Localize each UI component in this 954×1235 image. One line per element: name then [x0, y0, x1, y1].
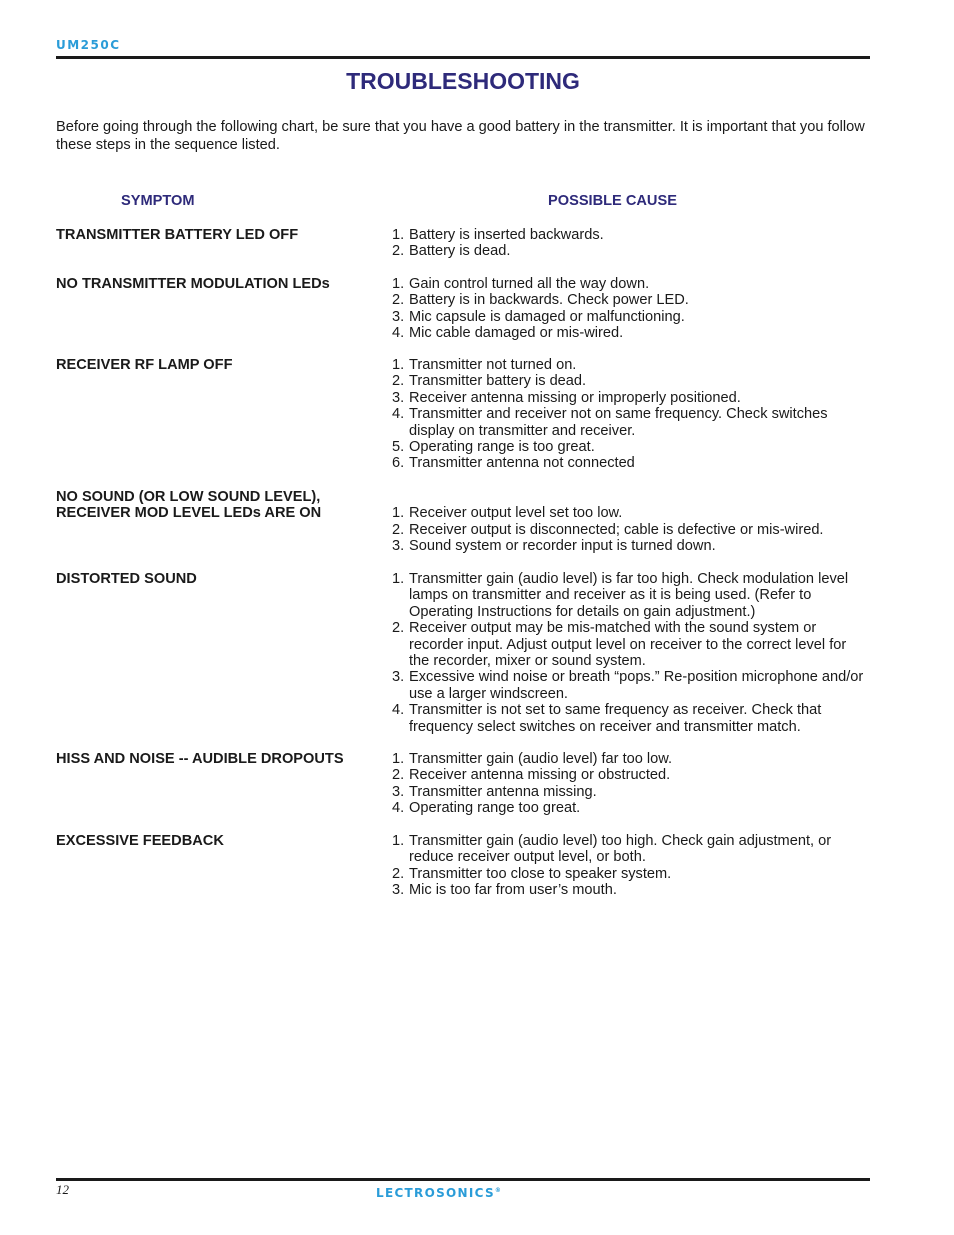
cause-number: 2. — [392, 620, 405, 637]
cause-list — [392, 505, 870, 554]
cause-text: Receiver output level set too low. — [409, 505, 623, 522]
cause-item — [392, 866, 870, 882]
cause-number: 2. — [392, 243, 405, 260]
cause-number: 1. — [392, 227, 405, 243]
cause-item — [392, 455, 870, 471]
cause-item — [392, 439, 870, 455]
cause-text: Transmitter gain (audio level) far too low. — [409, 751, 673, 767]
symptom-label: RECEIVER RF LAMP OFF — [56, 357, 233, 373]
cause-item — [392, 702, 870, 735]
cause-text: Operating range is too great. — [409, 439, 595, 456]
cause-item — [392, 357, 870, 373]
cause-item — [392, 669, 870, 702]
cause-list — [392, 276, 870, 342]
cause-text: Mic is too far from user’s mouth. — [409, 882, 617, 899]
cause-item — [392, 390, 870, 406]
page-number: 12 — [56, 1182, 69, 1197]
symptom-label: NO SOUND (OR LOW SOUND LEVEL), RECEIVER MOD LEVEL LEDs ARE ON — [56, 489, 322, 522]
cause-number: 4. — [392, 406, 405, 423]
cause-item — [392, 767, 870, 783]
cause-list — [392, 571, 870, 735]
cause-item — [392, 784, 870, 800]
cause-number: 2. — [392, 521, 405, 538]
cause-number: 3. — [392, 783, 405, 800]
cause-text: Operating range too great. — [409, 800, 581, 817]
cause-number: 1. — [392, 833, 405, 849]
cause-item — [392, 505, 870, 521]
cause-number: 3. — [392, 538, 405, 555]
cause-text: Mic cable damaged or mis-wired. — [409, 325, 624, 342]
cause-number: 3. — [392, 882, 405, 899]
cause-text: Transmitter too close to speaker system. — [409, 865, 672, 882]
cause-text: Transmitter gain (audio level) too high. Check gain adjustment, or reduce receiver output level, or both. — [409, 833, 832, 866]
cause-number: 1. — [392, 751, 405, 767]
cause-column-header: POSSIBLE CAUSE — [548, 193, 677, 209]
cause-text: Battery is in backwards. Check power LED. — [409, 292, 689, 309]
cause-item — [392, 620, 870, 669]
cause-item — [392, 276, 870, 292]
cause-number: 4. — [392, 325, 405, 342]
cause-text: Transmitter gain (audio level) is far too high. Check modulation level lamps on transmitter and receiver as it is being used. (Refer to Operating Instructions for details on gain adjustment.) — [409, 571, 849, 620]
cause-text: Receiver antenna missing or improperly positioned. — [409, 389, 741, 406]
footer-rule — [56, 1178, 870, 1181]
cause-list — [392, 227, 870, 260]
cause-item — [392, 571, 870, 620]
intro-paragraph: Before going through the following chart, be sure that you have a good battery in the transmitter. It is important that you follow these steps in the sequence listed. — [56, 119, 865, 153]
cause-text: Battery is inserted backwards. — [409, 227, 604, 243]
cause-number: 2. — [392, 767, 405, 784]
cause-number: 2. — [392, 373, 405, 390]
cause-text: Sound system or recorder input is turned down. — [409, 538, 716, 555]
cause-item — [392, 882, 870, 898]
cause-item — [392, 833, 870, 866]
cause-number: 3. — [392, 308, 405, 325]
cause-number: 2. — [392, 292, 405, 309]
cause-text: Receiver output is disconnected; cable is defective or mis-wired. — [409, 521, 824, 538]
cause-item — [392, 751, 870, 767]
symptom-label: DISTORTED SOUND — [56, 571, 197, 587]
cause-number: 1. — [392, 357, 405, 373]
cause-number: 6. — [392, 455, 405, 472]
symptom-label: HISS AND NOISE -- AUDIBLE DROPOUTS — [56, 751, 344, 767]
symptom-column-header: SYMPTOM — [121, 193, 195, 209]
cause-list — [392, 751, 870, 817]
cause-item — [392, 292, 870, 308]
cause-item — [392, 325, 870, 341]
cause-number: 3. — [392, 669, 405, 686]
page-title: TROUBLESHOOTING — [346, 68, 580, 94]
cause-item — [392, 538, 870, 554]
symptom-label: TRANSMITTER BATTERY LED OFF — [56, 227, 299, 243]
cause-item — [392, 309, 870, 325]
cause-number: 1. — [392, 276, 405, 292]
model-name: UM250C — [56, 38, 121, 52]
cause-list — [392, 357, 870, 472]
cause-item — [392, 373, 870, 389]
cause-text: Receiver output may be mis-matched with the sound system or recorder input. Adjust output level on receiver to the correct level for the recorder, mixer or sound system. — [409, 620, 847, 670]
cause-text: Transmitter and receiver not on same frequency. Check switches display on transmitter and receiver. — [409, 406, 828, 439]
cause-item — [392, 800, 870, 816]
cause-item — [392, 406, 870, 439]
cause-text: Battery is dead. — [409, 243, 511, 260]
cause-text: Transmitter not turned on. — [409, 357, 577, 373]
cause-text: Gain control turned all the way down. — [409, 276, 650, 292]
cause-text: Mic capsule is damaged or malfunctioning. — [409, 308, 685, 325]
symptom-label: EXCESSIVE FEEDBACK — [56, 833, 224, 849]
cause-item — [392, 227, 870, 243]
cause-text: Transmitter battery is dead. — [409, 373, 587, 390]
cause-item — [392, 522, 870, 538]
cause-number: 1. — [392, 571, 405, 587]
cause-text: Transmitter antenna not connected — [409, 455, 635, 472]
cause-item — [392, 243, 870, 259]
cause-number: 4. — [392, 702, 405, 719]
cause-list — [392, 833, 870, 899]
cause-text: Transmitter is not set to same frequency as receiver. Check that frequency select switches on receiver and transmitter match. — [409, 702, 822, 735]
brand-logo: LECTROSONICS® — [376, 1186, 503, 1200]
cause-number: 2. — [392, 865, 405, 882]
header-rule — [56, 56, 870, 59]
cause-number: 4. — [392, 800, 405, 817]
cause-text: Receiver antenna missing or obstructed. — [409, 767, 671, 784]
symptom-label: NO TRANSMITTER MODULATION LEDs — [56, 276, 330, 292]
cause-number: 1. — [392, 505, 405, 522]
cause-number: 3. — [392, 389, 405, 406]
cause-number: 5. — [392, 439, 405, 456]
cause-text: Excessive wind noise or breath “pops.” Re-position microphone and/or use a larger windscreen. — [409, 669, 864, 702]
cause-text: Transmitter antenna missing. — [409, 783, 597, 800]
